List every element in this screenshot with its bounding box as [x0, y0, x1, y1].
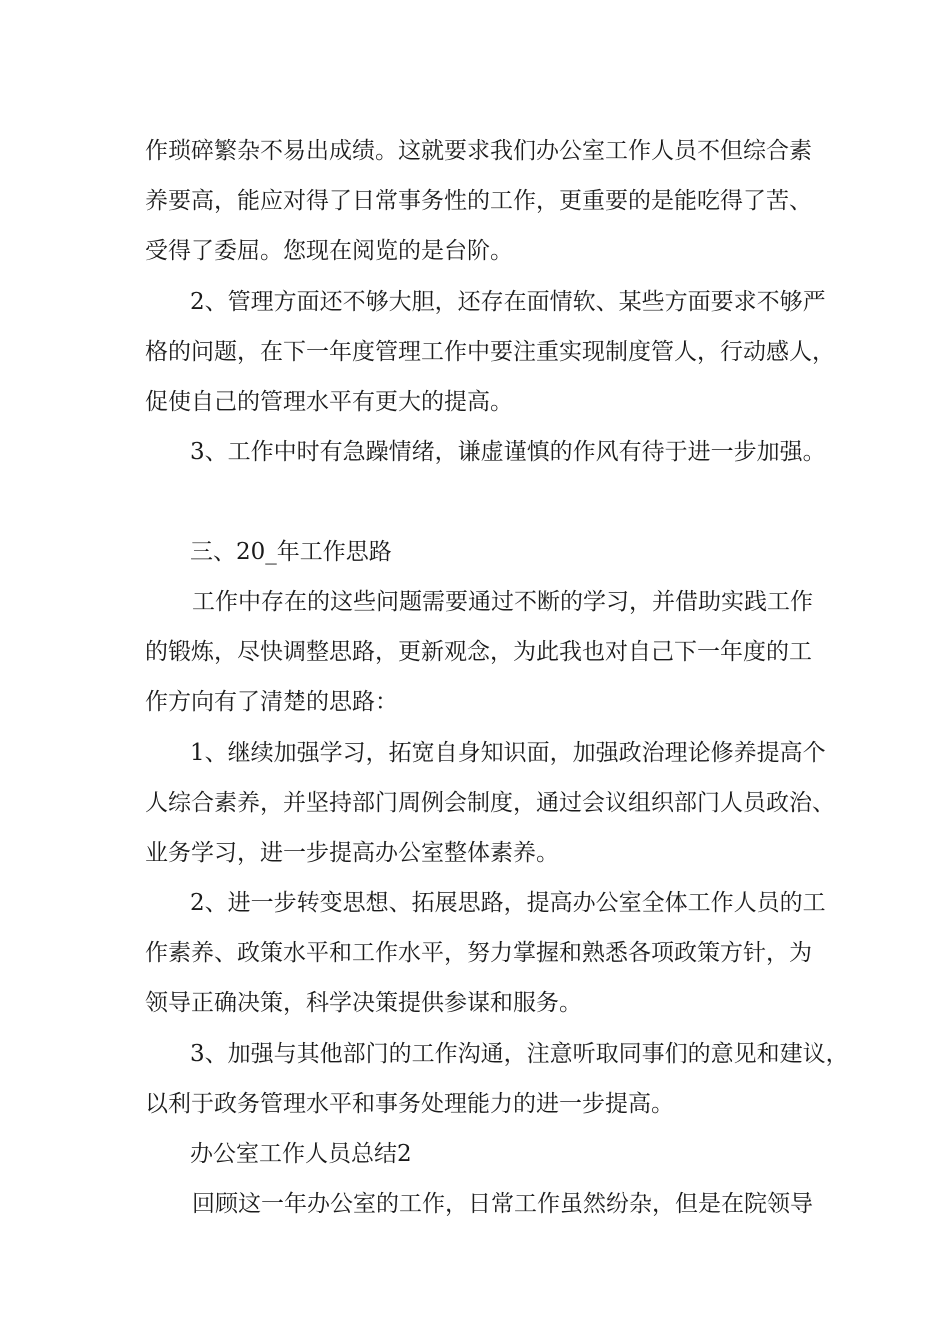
text-line: 促使自己的管理水平有更大的提高。	[145, 389, 513, 415]
text-line: 工作中存在的这些问题需要通过不断的学习，并借助实践工作	[192, 589, 813, 615]
section-heading: 三、20_年工作思路	[190, 539, 392, 565]
text-line: 回顾这一年办公室的工作，日常工作虽然纷杂，但是在院领导	[192, 1191, 813, 1217]
text-line: 作琐碎繁杂不易出成绩。这就要求我们办公室工作人员不但综合素	[145, 138, 812, 164]
text-line: 作方向有了清楚的思路：	[145, 689, 398, 715]
text-line: 格的问题，在下一年度管理工作中要注重实现制度管人，行动感人，	[145, 339, 835, 365]
text-line: 养要高，能应对得了日常事务性的工作，更重要的是能吃得了苦、	[145, 188, 812, 214]
text-line: 作素养、政策水平和工作水平，努力掌握和熟悉各项政策方针，为	[145, 940, 812, 966]
text-line: 受得了委屈。您现在阅览的是台阶。	[145, 238, 513, 264]
text-line: 人综合素养，并坚持部门周例会制度，通过会议组织部门人员政治、	[145, 790, 835, 816]
text-line: 3、加强与其他部门的工作沟通，注意听取同事们的意见和建议，	[190, 1041, 849, 1067]
text-line: 的锻炼，尽快调整思路，更新观念，为此我也对自己下一年度的工	[145, 639, 812, 665]
text-line: 2、管理方面还不够大胆，还存在面情软、某些方面要求不够严	[190, 289, 826, 315]
text-line: 2、进一步转变思想、拓展思路，提高办公室全体工作人员的工	[190, 890, 826, 916]
text-line: 3、工作中时有急躁情绪，谦虚谨慎的作风有待于进一步加强。	[190, 439, 826, 465]
text-line: 以利于政务管理水平和事务处理能力的进一步提高。	[145, 1091, 674, 1117]
text-line: 1、继续加强学习，拓宽自身知识面，加强政治理论修养提高个	[190, 740, 826, 766]
text-line: 业务学习，进一步提高办公室整体素养。	[145, 840, 559, 866]
text-line: 领导正确决策，科学决策提供参谋和服务。	[145, 990, 582, 1016]
section-heading: 办公室工作人员总结2	[190, 1141, 412, 1167]
